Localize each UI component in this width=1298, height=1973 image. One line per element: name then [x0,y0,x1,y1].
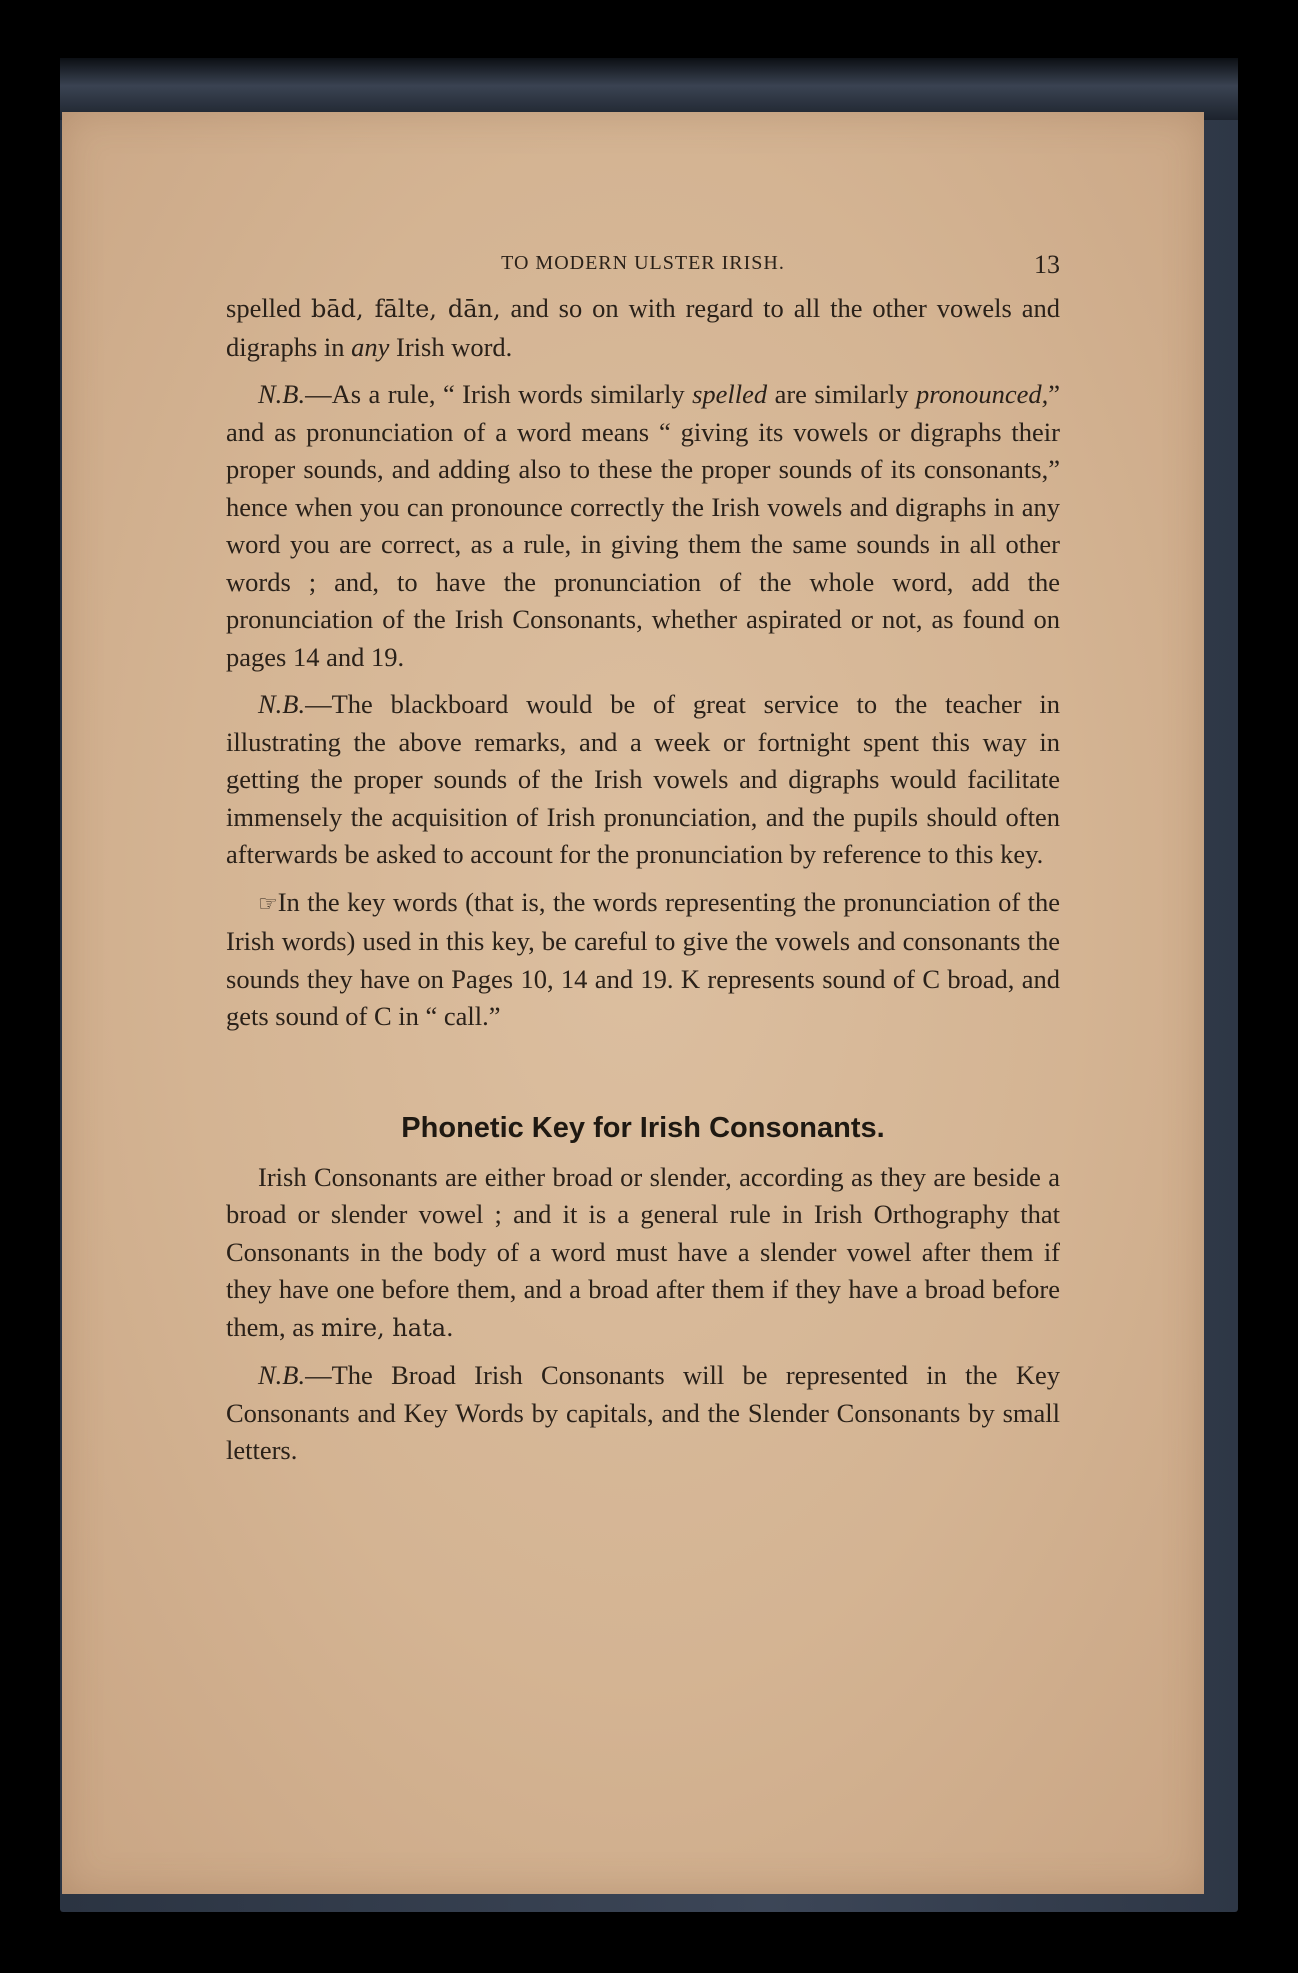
nb-label: N.B. [258,379,306,409]
irish-words-example: bād, fālte, dān, [310,295,501,323]
p2-text-3: ” and as pronunciation of a word means “ giving its vowels or digraphs their proper sounds, and adding also to these the proper sounds of its consonants,” hence when you can pronounce correctly the Irish vowels and digraphs in any word you are correct, as a rule, in giving them the same sounds in all other words ; and, to have the pronunciation of the whole word, add the pronunciation of the Irish Consonants, whether aspirated or not, as found on pages 14 and 19. [226,379,1060,672]
page-text-block [226,250,1060,1470]
pointing-hand-icon: ☞ [258,891,278,917]
nb-label: N.B. [258,1360,306,1390]
paragraph-key-words [226,884,1060,1036]
nb-label: N.B. [258,689,306,719]
p1-text-3: Irish word. [389,331,513,362]
running-head [226,250,1060,290]
p2-emphasis-spelled: spelled [692,379,768,409]
paragraph-nb-rule [226,376,1060,676]
paragraph-consonants [226,1159,1060,1348]
page-number: 13 [1034,250,1060,279]
p2-emphasis-pronounced: pronounced, [916,379,1049,409]
book-page [62,112,1204,1894]
p5-text-1: Irish Consonants are either broad or slender, according as they are beside a broad or slender vowel ; and it is a general rule in Irish Orthography that Consonants in the body of a word must have a slender vowel after them if they have one before them, and a broad after them if they have a broad before them, as [226,1161,1060,1342]
running-title: TO MODERN ULSTER IRISH. [501,252,785,274]
irish-words-example: mire, hata. [320,1313,454,1342]
paragraph-nb-broad-slender [226,1357,1060,1470]
section-heading: Phonetic Key for Irish Consonants. [401,1111,885,1144]
p2-text-2: are similarly [767,379,916,409]
paragraph-nb-blackboard [226,686,1060,874]
p1-text-1: spelled [226,293,311,323]
p1-text-2: and so on with regard to all the other vowels and digraphs in [226,293,1061,362]
p6-text-1: —The Broad Irish Consonants will be represented in the Key Consonants and Key Words by capitals, and the Slender Consonants by small letters. [226,1360,1060,1465]
paragraph-continued [226,290,1060,366]
book-cover-top-band [60,58,1238,120]
p3-text-1: —The blackboard would be of great service to the teacher in illustrating the above remarks, and a week or fortnight spent this way in getting the proper sounds of the Irish vowels and digraphs would facilitate immensely the acquisition of Irish pronunciation, and the pupils should often afterwards be asked to account for the pronunciation by reference to this key. [226,689,1060,869]
p2-text-1: —As a rule, “ Irish words similarly [305,379,693,409]
p4-text-1: In the key words (that is, the words representing the pronunciation of the Irish words) used in this key, be careful to give the vowels and consonants the sounds they have on Pages 10, 14 and 19. K represents sound of C broad, and gets sound of C in “ call.” [226,886,1060,1031]
p1-emphasis: any [351,331,390,362]
